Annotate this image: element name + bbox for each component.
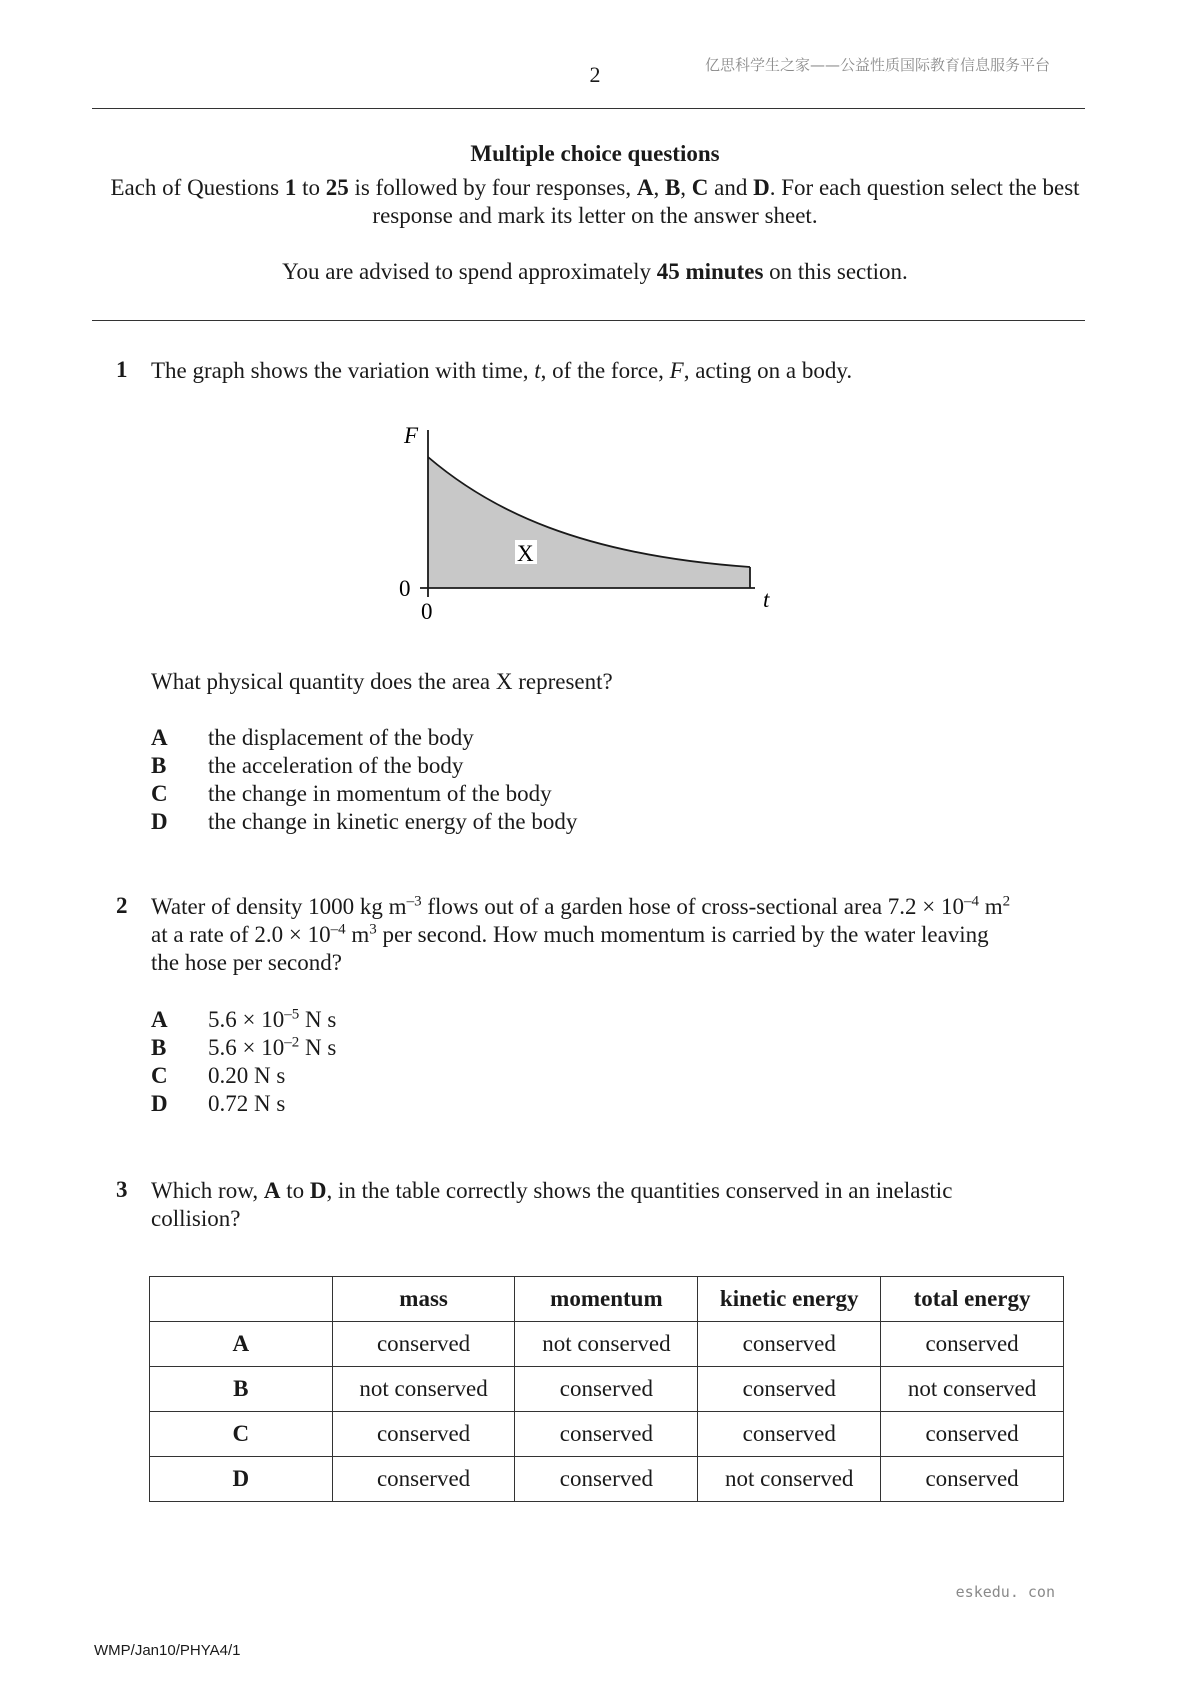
table-cell: not conserved [332,1367,515,1412]
table-header-cell [150,1277,333,1322]
row-label: C [150,1412,333,1457]
q3-conservation-table [149,1276,1064,1502]
table-cell: conserved [515,1412,698,1457]
top-divider [92,108,1085,109]
table-cell: conserved [332,1457,515,1502]
table-cell: conserved [698,1322,881,1367]
q1-number: 1 [116,357,128,382]
table-row [150,1367,1064,1412]
y-origin-label: 0 [399,576,411,601]
table-cell: conserved [332,1322,515,1367]
table-cell: not conserved [881,1367,1064,1412]
table-cell: not conserved [515,1322,698,1367]
region-label-x: X [517,541,534,566]
q1-options [151,724,577,836]
q1-question: What physical quantity does the area X represent? [151,669,613,694]
table-cell: conserved [515,1367,698,1412]
table-row [150,1457,1064,1502]
q1-option-c[interactable]: C the change in momentum of the body [151,781,552,806]
table-cell: conserved [881,1322,1064,1367]
x-axis-label: t [763,587,770,612]
table-cell: conserved [698,1367,881,1412]
q2-option-b[interactable]: B $5.6 \times 10^{-2}$ N s [151,1034,337,1060]
table-row [150,1322,1064,1367]
paper-code: WMP/Jan10/PHYA4/1 [94,1642,241,1659]
table-cell: conserved [881,1457,1064,1502]
page-number: 2 [589,62,601,87]
q2-number: 2 [116,893,128,918]
section-advice: You are advised to spend approximately 45 minutes on this section. [282,259,908,284]
q1-option-a[interactable]: A the displacement of the body [151,725,474,750]
table-cell: conserved [332,1412,515,1457]
row-label: A [150,1322,333,1367]
table-header-cell: total energy [881,1277,1064,1322]
q1-option-b[interactable]: B the acceleration of the body [151,753,464,778]
x-origin-label: 0 [421,599,433,624]
table-row [150,1412,1064,1457]
q2-option-d[interactable]: D 0.72 N s [151,1091,286,1116]
section-divider [92,320,1085,321]
row-label: D [150,1457,333,1502]
table-header-cell: momentum [515,1277,698,1322]
table-cell: conserved [881,1412,1064,1457]
q3-number: 3 [116,1177,128,1202]
q1-option-d[interactable]: D the change in kinetic energy of the body [151,809,578,834]
y-axis-label: F [404,423,419,448]
row-label: B [150,1367,333,1412]
section-title: Multiple choice questions [470,141,720,166]
q2-options [151,1006,336,1118]
q2-option-a[interactable]: A $5.6 \times 10^{-5}$ N s [151,1006,337,1032]
section-intro: Each of Questions 1 to 25 is followed by four responses, A, B, C and D. For each question select the best response and mark its letter on the answer sheet. [110,175,1080,228]
watermark-text: 亿思科学生之家——公益性质国际教育信息服务平台 [704,56,1050,74]
shaded-area-x [428,457,750,588]
q1-stem: The graph shows the variation with time, t, of the force, F, acting on a body. [151,358,853,383]
table-cell: conserved [515,1457,698,1502]
table-header-row [150,1277,1064,1322]
q2-stem: Water of density 1000 kg $m^{-3}$ flows out of a garden hose of cross-sectional area $7.2 \times 10^{-4}$ $m^2$ at a rate of $2.0 \times 10^{-4}$ $m^3$ per second. How much momentum is carried by the water leaving the hose per second? [151,893,1011,975]
q3-stem: Which row, A to D, in the table correctly shows the quantities conserved in an inelastic collision? [151,1178,953,1231]
table-header-cell: kinetic energy [698,1277,881,1322]
site-watermark: eskedu. con [955,1583,1055,1601]
table-cell: conserved [698,1412,881,1457]
q2-option-c[interactable]: C 0.20 N s [151,1063,286,1088]
table-cell: not conserved [698,1457,881,1502]
q1-force-time-graph [380,415,800,630]
table-header-cell: mass [332,1277,515,1322]
